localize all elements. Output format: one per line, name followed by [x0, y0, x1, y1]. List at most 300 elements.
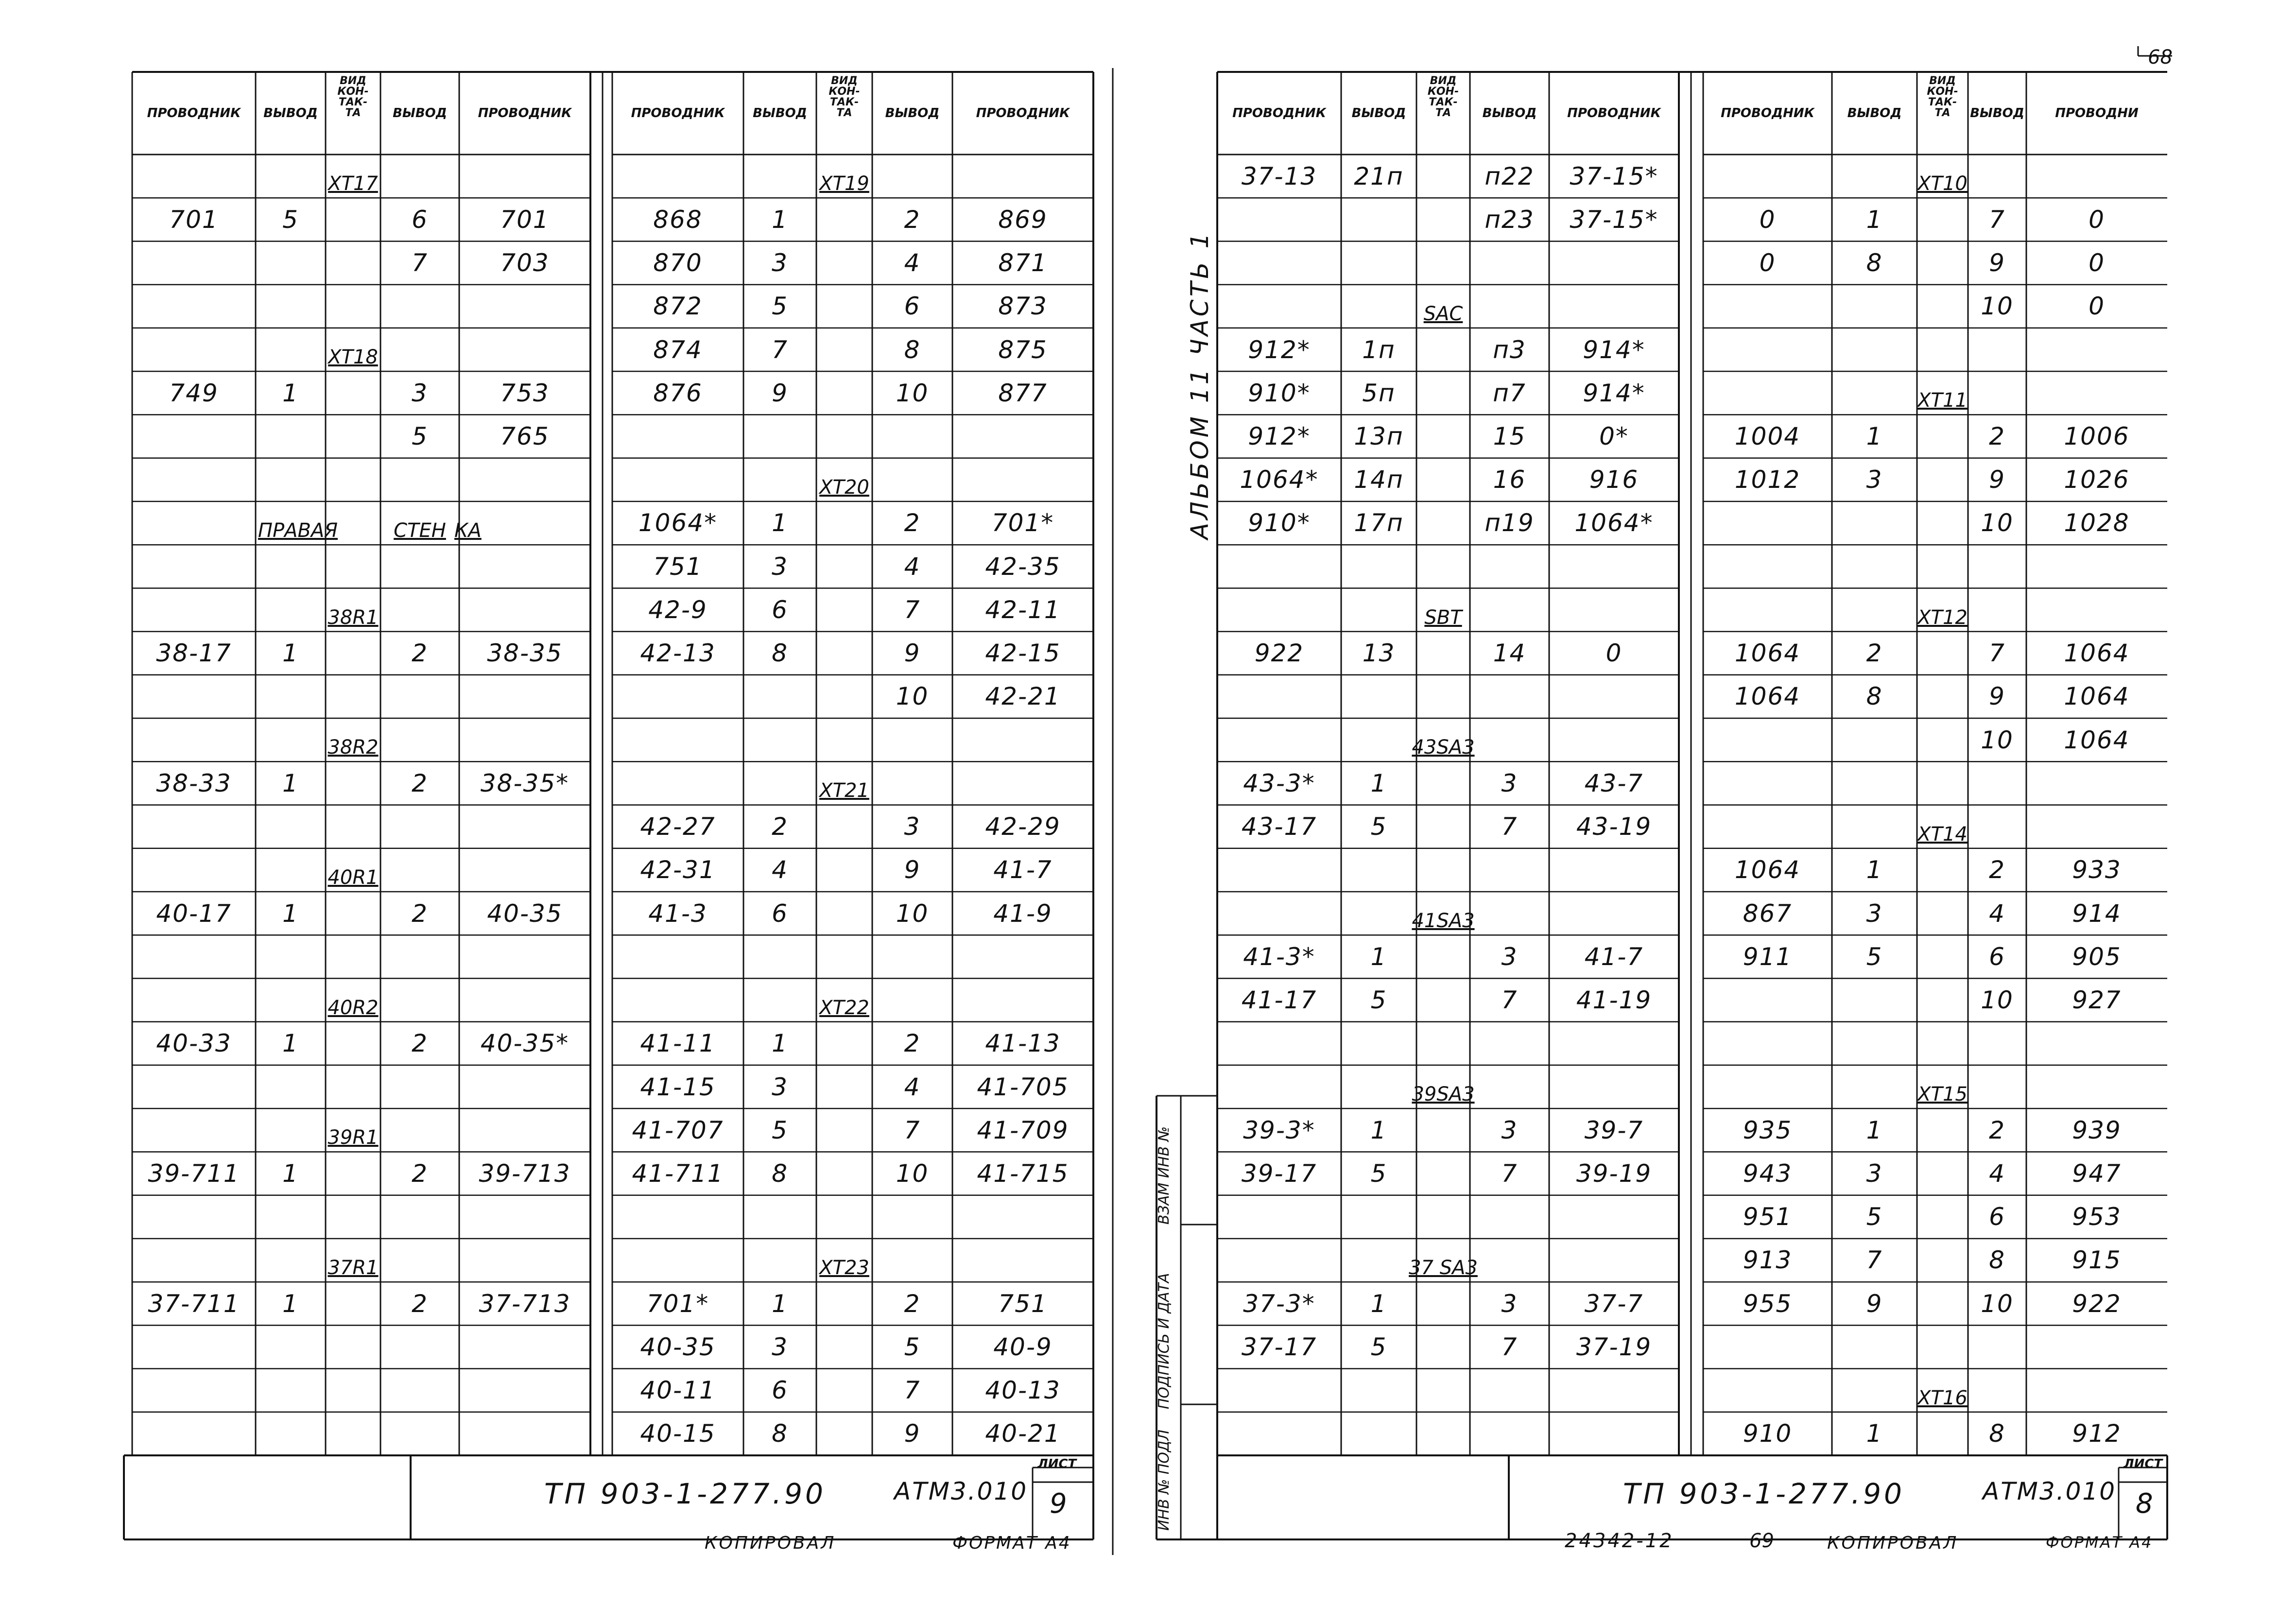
- Lb-cell: 7: [904, 595, 921, 624]
- Rb-cell: 955: [1743, 1289, 1793, 1318]
- La-cell: 3: [412, 379, 428, 407]
- left-footer-format: ФОРМАТ А4: [952, 1533, 1071, 1553]
- left-sheet-label: ЛИСТ: [1037, 1457, 1077, 1471]
- Lb-cell: 869: [998, 205, 1048, 234]
- Lb-cell: 9: [904, 639, 921, 668]
- Lb-cell: 2: [904, 1289, 921, 1318]
- Rb-cell: 8: [1866, 682, 1883, 711]
- Lb-cell: 4: [904, 552, 921, 581]
- stamp-inv-original: ИНВ № ПОДЛ: [1156, 1429, 1173, 1531]
- Lb-cell: 2: [904, 1029, 921, 1058]
- La-cell: 1: [282, 1159, 299, 1188]
- Ra-cell: 39-17: [1241, 1159, 1317, 1188]
- Rb-cell: 933: [2072, 856, 2122, 884]
- La-cell: 38-33: [156, 769, 232, 797]
- La-cell: 2: [412, 1289, 428, 1318]
- Ra-section-label: SAC: [1423, 302, 1463, 325]
- Rb-section-label: XT14: [1917, 823, 1968, 846]
- Rb-cell: 0: [2089, 205, 2105, 234]
- Ra-cell: 37-15*: [1570, 205, 1658, 234]
- Lb-cell: 42-29: [985, 812, 1061, 841]
- Lb-cell: 41-707: [632, 1116, 724, 1144]
- La-cell: 1: [282, 899, 299, 928]
- Rb-cell: 10: [1981, 726, 2014, 754]
- La-section-label: XT18: [328, 346, 378, 369]
- Rb-cell: 9: [1989, 249, 2005, 277]
- Rb-cell: 910: [1743, 1419, 1793, 1448]
- La-cell: 40-35: [487, 899, 563, 928]
- Ra-cell: 41-17: [1241, 986, 1317, 1015]
- Ra-cell: 41-19: [1576, 986, 1652, 1015]
- Lb-cell: 6: [904, 292, 921, 321]
- Rb-cell: 7: [1989, 205, 2005, 234]
- Lb-cell: 876: [653, 379, 703, 407]
- Ra-cell: 37-15*: [1570, 162, 1658, 190]
- La-cell: 701: [500, 205, 550, 234]
- Ra-cell: 3: [1501, 942, 1518, 971]
- Rb-cell: 1004: [1734, 422, 1801, 450]
- Rb-cell: 1026: [2064, 466, 2130, 494]
- Rb-cell: 1: [1866, 856, 1883, 884]
- La-cell: 753: [500, 379, 550, 407]
- Rb-hdr-conductor-1: ПРОВОДНИК: [1721, 106, 1814, 121]
- Rb-cell: 7: [1866, 1246, 1883, 1275]
- La-cell: 7: [412, 249, 428, 277]
- Rb-cell: 2: [1989, 1116, 2005, 1144]
- Ra-cell: 7: [1501, 986, 1518, 1015]
- Lb-section-label: XT22: [819, 996, 869, 1019]
- Lb-cell: 42-13: [640, 639, 716, 668]
- Ra-cell: 0*: [1599, 422, 1629, 450]
- La-cell: 701: [169, 205, 219, 234]
- Rb-cell: 8: [1989, 1419, 2005, 1448]
- right-footer-copied: КОПИРОВАЛ: [1827, 1533, 1959, 1553]
- right-sheet-number: 8: [2136, 1488, 2156, 1520]
- right-footer-number: 24342-12: [1565, 1530, 1674, 1552]
- Lb-cell: 872: [653, 292, 703, 321]
- Ra-cell: 37-7: [1584, 1289, 1644, 1318]
- Rb-cell: 7: [1989, 639, 2005, 668]
- Rb-cell: 911: [1743, 942, 1793, 971]
- La-cell: 2: [412, 1159, 428, 1188]
- La-section-label: ПРАВАЯ: [258, 519, 338, 542]
- Lb-cell: 3: [772, 249, 788, 277]
- Lb-cell: 42-31: [640, 856, 716, 884]
- Lb-cell: 9: [904, 1419, 921, 1448]
- La-cell: 1: [282, 379, 299, 407]
- Rb-cell: 951: [1743, 1203, 1793, 1231]
- Lb-cell: 42-27: [640, 812, 716, 841]
- Ra-section-label: 37 SA3: [1409, 1257, 1478, 1279]
- La-cell: 703: [500, 249, 550, 277]
- Ra-cell: 37-3*: [1243, 1289, 1315, 1318]
- La-cell: 37-713: [479, 1289, 571, 1318]
- Lb-cell: 1: [772, 509, 788, 537]
- Lb-cell: 41-15: [640, 1072, 716, 1101]
- Lb-cell: 41-11: [640, 1029, 716, 1058]
- La-cell: 6: [412, 205, 428, 234]
- Lb-section-label: XT20: [819, 476, 869, 499]
- Lb-cell: 40-21: [985, 1419, 1061, 1448]
- Ra-hdr-conductor-2: ПРОВОДНИК: [1567, 106, 1661, 121]
- Rb-cell: 0: [2089, 249, 2105, 277]
- Lb-cell: 8: [772, 1159, 788, 1188]
- Ra-cell: 7: [1501, 1332, 1518, 1361]
- Lb-cell: 40-11: [640, 1376, 716, 1405]
- left-footer-copied: КОПИРОВАЛ: [705, 1533, 836, 1553]
- La-cell: 1: [282, 639, 299, 668]
- Ra-cell: 916: [1589, 466, 1639, 494]
- Rb-section-label: XT10: [1917, 173, 1968, 195]
- La-cell: 40-35*: [480, 1029, 570, 1058]
- Lb-cell: 701*: [991, 509, 1054, 537]
- Lb-cell: 40-13: [985, 1376, 1061, 1405]
- Ra-cell: 910*: [1248, 379, 1311, 407]
- Lb-cell: 6: [772, 595, 788, 624]
- Ra-cell: 1п: [1362, 335, 1396, 364]
- Ra-cell: 1: [1370, 942, 1387, 971]
- La-section-label: КА: [454, 519, 482, 542]
- Rb-cell: 939: [2072, 1116, 2122, 1144]
- Ra-cell: п3: [1493, 335, 1526, 364]
- Lb-cell: 40-9: [993, 1332, 1053, 1361]
- Lb-cell: 42-15: [985, 639, 1061, 668]
- Lb-cell: 41-9: [993, 899, 1053, 928]
- Rb-cell: 935: [1743, 1116, 1793, 1144]
- Lb-cell: 7: [772, 335, 788, 364]
- Lb-cell: 870: [653, 249, 703, 277]
- Rb-cell: 1064: [2064, 682, 2130, 711]
- Lb-cell: 10: [896, 1159, 929, 1188]
- Rb-cell: 10: [1981, 292, 2014, 321]
- Ra-cell: 5: [1370, 1159, 1387, 1188]
- Lb-cell: 877: [998, 379, 1048, 407]
- Rb-cell: 905: [2072, 942, 2122, 971]
- right-doc-code: ТП 903-1-277.90: [1623, 1477, 1905, 1510]
- Ra-cell: 41-7: [1584, 942, 1644, 971]
- Lb-cell: 8: [772, 639, 788, 668]
- Ra-cell: 39-3*: [1243, 1116, 1315, 1144]
- Ra-cell: 21п: [1354, 162, 1404, 190]
- Lb-cell: 5: [772, 292, 788, 321]
- Rb-cell: 1: [1866, 1419, 1883, 1448]
- Rb-cell: 2: [1989, 856, 2005, 884]
- Ra-cell: 37-13: [1241, 162, 1317, 190]
- Lb-cell: 41-705: [977, 1072, 1069, 1101]
- Lb-cell: 5: [904, 1332, 921, 1361]
- Lb-cell: 751: [998, 1289, 1048, 1318]
- Ra-cell: 17п: [1354, 509, 1404, 537]
- Lb-cell: 10: [896, 379, 929, 407]
- La-cell: 2: [412, 769, 428, 797]
- Lb-cell: 868: [653, 205, 703, 234]
- Rb-cell: 10: [1981, 986, 2014, 1015]
- Lb-cell: 40-35: [640, 1332, 716, 1361]
- Ra-cell: 3: [1501, 1289, 1518, 1318]
- La-cell: 765: [500, 422, 550, 450]
- Lb-cell: 4: [772, 856, 788, 884]
- Lb-section-label: XT21: [819, 779, 869, 802]
- Ra-hdr-conductor-1: ПРОВОДНИК: [1232, 106, 1326, 121]
- right-sheet-label: ЛИСТ: [2123, 1457, 2163, 1471]
- Rb-cell: 0: [1759, 205, 1776, 234]
- Rb-cell: 9: [1866, 1289, 1883, 1318]
- Lb-section-label: XT19: [819, 173, 869, 195]
- Lb-cell: 4: [904, 1072, 921, 1101]
- Ra-cell: 3: [1501, 1116, 1518, 1144]
- La-cell: 39-713: [479, 1159, 571, 1188]
- Lb-cell: 1064*: [638, 509, 718, 537]
- Lb-cell: 1: [772, 205, 788, 234]
- Lb-cell: 4: [904, 249, 921, 277]
- Ra-cell: 1: [1370, 1289, 1387, 1318]
- Rb-cell: 867: [1743, 899, 1793, 928]
- Lb-cell: 873: [998, 292, 1048, 321]
- Rb-section-label: XT12: [1917, 606, 1968, 629]
- Lb-cell: 871: [998, 249, 1048, 277]
- Ra-cell: 43-3*: [1243, 769, 1315, 797]
- Rb-cell: 1064: [2064, 726, 2130, 754]
- Rb-cell: 3: [1866, 466, 1883, 494]
- La-section-label: 39R1: [328, 1126, 379, 1149]
- Lb-cell: 40-15: [640, 1419, 716, 1448]
- Lb-cell: 42-21: [985, 682, 1061, 711]
- La-section-label: 40R2: [328, 996, 379, 1019]
- stamp-signature-date: ПОДПИСЬ И ДАТА: [1156, 1273, 1173, 1409]
- album-title: АЛЬБОМ 11 ЧАСТЬ 1: [1186, 230, 1214, 539]
- Rb-hdr-terminal-1: ВЫВОД: [1847, 106, 1902, 121]
- Rb-cell: 1: [1866, 1116, 1883, 1144]
- Ra-cell: 3: [1501, 769, 1518, 797]
- page-number: 68: [2148, 46, 2173, 69]
- Ra-cell: п19: [1485, 509, 1535, 537]
- Lb-cell: 751: [653, 552, 703, 581]
- Ra-cell: 912*: [1248, 422, 1311, 450]
- left-doc-mark: АТМ3.010: [894, 1477, 1028, 1505]
- La-section-label: XT17: [328, 173, 378, 195]
- Ra-cell: 16: [1493, 466, 1526, 494]
- right-footer-format: ФОРМАТ А4: [2046, 1533, 2153, 1552]
- Ra-hdr-terminal-1: ВЫВОД: [1351, 106, 1406, 121]
- La-hdr-conductor-2: ПРОВОДНИК: [478, 106, 572, 121]
- Rb-cell: 0: [1759, 249, 1776, 277]
- La-cell: 39-711: [148, 1159, 240, 1188]
- Lb-cell: 1: [772, 1029, 788, 1058]
- Lb-cell: 3: [904, 812, 921, 841]
- Rb-cell: 1064: [1734, 682, 1801, 711]
- Rb-cell: 922: [2072, 1289, 2122, 1318]
- La-cell: 40-17: [156, 899, 232, 928]
- La-cell: 38-35*: [480, 769, 570, 797]
- Ra-cell: п7: [1493, 379, 1526, 407]
- Rb-hdr-conductor-2: ПРОВОДНИ: [2055, 106, 2139, 121]
- Lb-cell: 3: [772, 1332, 788, 1361]
- Lb-hdr-terminal-2: ВЫВОД: [885, 106, 940, 121]
- Rb-cell: 1012: [1734, 466, 1801, 494]
- Rb-cell: 943: [1743, 1159, 1793, 1188]
- La-cell: 1: [282, 1289, 299, 1318]
- Ra-cell: 43-7: [1584, 769, 1644, 797]
- Ra-cell: 15: [1493, 422, 1526, 450]
- Rb-cell: 4: [1989, 1159, 2005, 1188]
- La-cell: 2: [412, 639, 428, 668]
- Ra-cell: 14п: [1354, 466, 1404, 494]
- La-section-label: 38R1: [328, 606, 379, 629]
- Lb-cell: 42-35: [985, 552, 1061, 581]
- Ra-cell: 7: [1501, 1159, 1518, 1188]
- La-hdr-terminal-2: ВЫВОД: [393, 106, 447, 121]
- Rb-cell: 3: [1866, 1159, 1883, 1188]
- Ra-cell: 922: [1254, 639, 1304, 668]
- Lb-hdr-conductor-1: ПРОВОДНИК: [631, 106, 725, 121]
- Rb-cell: 5: [1866, 942, 1883, 971]
- right-doc-mark: АТМ3.010: [1983, 1477, 2117, 1505]
- Ra-cell: 5: [1370, 812, 1387, 841]
- Lb-cell: 5: [772, 1116, 788, 1144]
- Ra-cell: 1064*: [1240, 466, 1319, 494]
- Rb-cell: 1064: [2064, 639, 2130, 668]
- Lb-cell: 3: [772, 552, 788, 581]
- La-cell: 2: [412, 899, 428, 928]
- Ra-cell: 5п: [1362, 379, 1396, 407]
- Rb-cell: 914: [2072, 899, 2122, 928]
- Ra-cell: 7: [1501, 812, 1518, 841]
- Rb-hdr-terminal-2: ВЫВОД: [1970, 106, 2024, 121]
- La-cell: 38-17: [156, 639, 232, 668]
- Lb-cell: 9: [772, 379, 788, 407]
- Lb-cell: 2: [904, 205, 921, 234]
- La-cell: 749: [169, 379, 219, 407]
- Rb-cell: 6: [1989, 942, 2005, 971]
- La-cell: 2: [412, 1029, 428, 1058]
- Ra-cell: 0: [1605, 639, 1623, 668]
- Lb-cell: 10: [896, 899, 929, 928]
- Ra-cell: 37-19: [1576, 1332, 1652, 1361]
- Rb-cell: 1: [1866, 422, 1883, 450]
- Ra-section-label: 41SA3: [1412, 910, 1475, 933]
- La-section-label: 38R2: [328, 736, 379, 759]
- La-cell: 5: [282, 205, 299, 234]
- Ra-cell: п22: [1485, 162, 1535, 190]
- Ra-cell: п23: [1485, 205, 1535, 234]
- Rb-cell: 10: [1981, 1289, 2014, 1318]
- Ra-section-label: SBT: [1424, 606, 1462, 629]
- Rb-section-label: XT11: [1917, 389, 1968, 412]
- Rb-cell: 1064: [1734, 639, 1801, 668]
- Rb-cell: 6: [1989, 1203, 2005, 1231]
- La-cell: 37-711: [148, 1289, 240, 1318]
- Rb-cell: 913: [1743, 1246, 1793, 1275]
- Lb-cell: 41-715: [977, 1159, 1069, 1188]
- Rb-section-label: XT16: [1917, 1386, 1968, 1409]
- La-cell: 40-33: [156, 1029, 232, 1058]
- Lb-cell: 41-7: [993, 856, 1053, 884]
- Lb-cell: 7: [904, 1376, 921, 1405]
- Rb-cell: 2: [1989, 422, 2005, 450]
- Ra-cell: 41-3*: [1243, 942, 1315, 971]
- La-cell: 1: [282, 769, 299, 797]
- Lb-cell: 6: [772, 899, 788, 928]
- Rb-cell: 1006: [2064, 422, 2130, 450]
- Ra-cell: 39-7: [1584, 1116, 1644, 1144]
- Ra-cell: 43-17: [1241, 812, 1317, 841]
- Lb-cell: 701*: [646, 1289, 709, 1318]
- Lb-cell: 10: [896, 682, 929, 711]
- Ra-cell: 13п: [1354, 422, 1404, 450]
- Lb-cell: 42-9: [648, 595, 708, 624]
- Lb-cell: 2: [772, 812, 788, 841]
- Rb-cell: 8: [1989, 1246, 2005, 1275]
- Rb-cell: 9: [1989, 466, 2005, 494]
- Lb-cell: 9: [904, 856, 921, 884]
- stamp-replaced-inv: ВЗАМ ИНВ №: [1156, 1126, 1173, 1225]
- Ra-cell: 13: [1362, 639, 1396, 668]
- La-section-label: СТЕН: [394, 519, 446, 542]
- Ra-cell: 914*: [1583, 335, 1645, 364]
- Lb-cell: 8: [772, 1419, 788, 1448]
- Ra-cell: 14: [1493, 639, 1526, 668]
- Lb-hdr-contact-type: ВИД КОН- ТАК- ТА: [829, 75, 860, 119]
- Ra-section-label: 39SA3: [1412, 1083, 1475, 1106]
- Lb-cell: 41-711: [632, 1159, 724, 1188]
- Lb-cell: 41-3: [648, 899, 708, 928]
- Rb-cell: 4: [1989, 899, 2005, 928]
- Ra-cell: 910*: [1248, 509, 1311, 537]
- La-hdr-terminal-1: ВЫВОД: [263, 106, 318, 121]
- Rb-cell: 915: [2072, 1246, 2122, 1275]
- Lb-cell: 3: [772, 1072, 788, 1101]
- Rb-cell: 2: [1866, 639, 1883, 668]
- Ra-cell: 914*: [1583, 379, 1645, 407]
- La-cell: 1: [282, 1029, 299, 1058]
- Rb-cell: 1064: [1734, 856, 1801, 884]
- Lb-section-label: XT23: [819, 1257, 869, 1279]
- Rb-cell: 1: [1866, 205, 1883, 234]
- Rb-cell: 0: [2089, 292, 2105, 321]
- La-cell: 38-35: [487, 639, 563, 668]
- Rb-cell: 1028: [2064, 509, 2130, 537]
- Rb-cell: 3: [1866, 899, 1883, 928]
- Rb-cell: 953: [2072, 1203, 2122, 1231]
- Lb-cell: 874: [653, 335, 703, 364]
- Ra-section-label: 43SA3: [1412, 736, 1475, 759]
- La-section-label: 40R1: [328, 866, 379, 889]
- Lb-cell: 1: [772, 1289, 788, 1318]
- Lb-hdr-conductor-2: ПРОВОДНИК: [976, 106, 1070, 121]
- Ra-cell: 1: [1370, 1116, 1387, 1144]
- Rb-cell: 927: [2072, 986, 2122, 1015]
- Ra-cell: 5: [1370, 1332, 1387, 1361]
- Rb-cell: 8: [1866, 249, 1883, 277]
- Rb-hdr-contact-type: ВИД КОН- ТАК- ТА: [1927, 75, 1958, 119]
- Lb-cell: 8: [904, 335, 921, 364]
- Rb-section-label: XT15: [1917, 1083, 1968, 1106]
- Ra-cell: 37-17: [1241, 1332, 1317, 1361]
- Lb-cell: 6: [772, 1376, 788, 1405]
- La-hdr-contact-type: ВИД КОН- ТАК- ТА: [337, 75, 369, 119]
- Ra-hdr-terminal-2: ВЫВОД: [1482, 106, 1537, 121]
- Ra-cell: 5: [1370, 986, 1387, 1015]
- Rb-cell: 5: [1866, 1203, 1883, 1231]
- Lb-cell: 42-11: [985, 595, 1061, 624]
- Ra-cell: 1064*: [1574, 509, 1654, 537]
- Lb-cell: 7: [904, 1116, 921, 1144]
- left-sheet-number: 9: [1050, 1488, 1070, 1520]
- Lb-cell: 41-13: [985, 1029, 1061, 1058]
- right-footer-page: 69: [1749, 1530, 1774, 1552]
- Rb-cell: 9: [1989, 682, 2005, 711]
- Rb-cell: 947: [2072, 1159, 2122, 1188]
